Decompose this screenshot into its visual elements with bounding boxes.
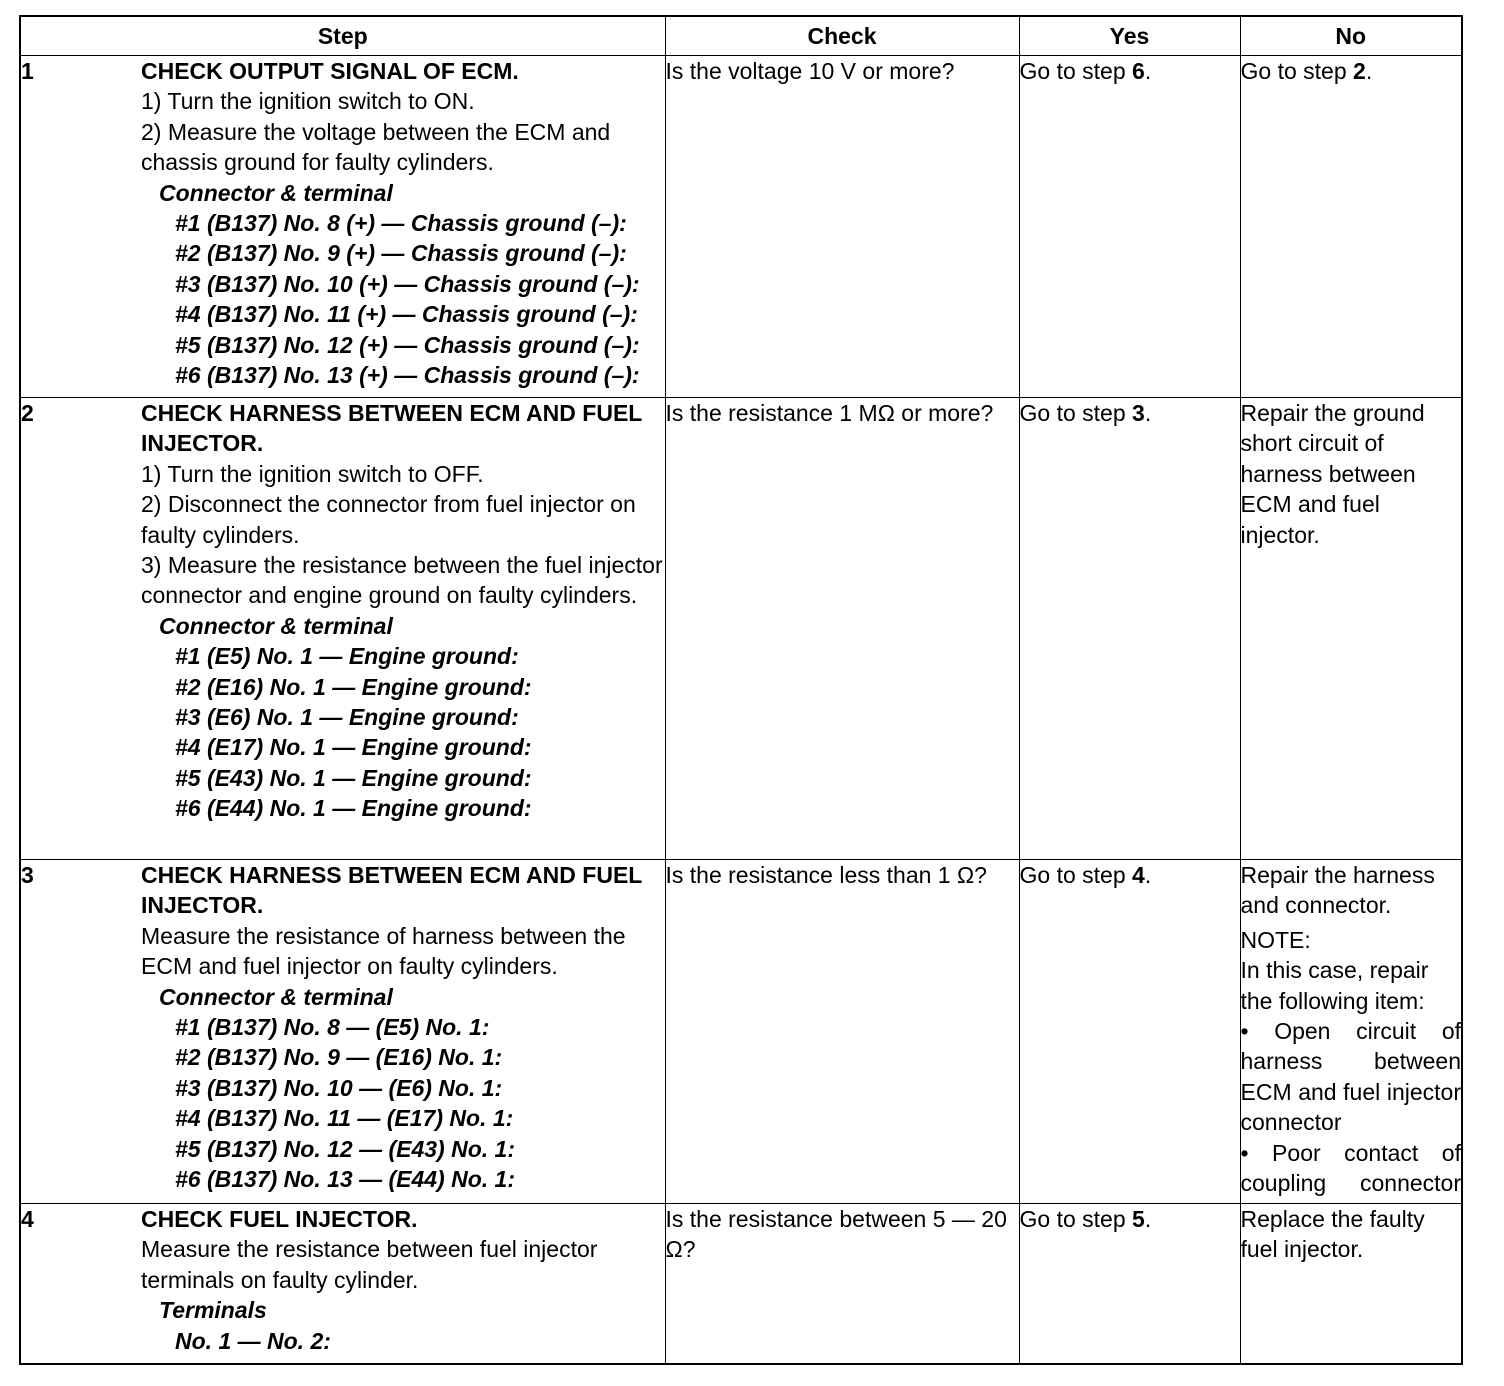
yes-cell: Go to step 5.	[1019, 1204, 1240, 1364]
no-cell	[1240, 398, 1462, 860]
step-title: CHECK FUEL INJECTOR.	[141, 1206, 418, 1232]
yes-cell: Go to step 4.	[1019, 860, 1240, 1204]
table-row	[20, 398, 1462, 860]
no-action: Repair the harness and connector.	[1240, 862, 1435, 919]
terminal-spec: #3 (B137) No. 10 — (E6) No. 1:	[175, 1074, 503, 1101]
table-row	[20, 860, 1462, 1204]
yes-prefix: Go to step	[1019, 1206, 1133, 1232]
step-number: 2	[21, 400, 34, 426]
check-question: Is the resistance less than 1 Ω?	[665, 862, 987, 888]
step-title: CHECK HARNESS BETWEEN ECM AND FUEL INJECTOR.	[141, 400, 642, 457]
terminal-spec: #1 (E5) No. 1 — Engine ground:	[175, 643, 519, 670]
table-row	[20, 1204, 1462, 1364]
step-instruction: 2) Disconnect the connector from fuel injector on faulty cylinders.	[141, 491, 636, 548]
header-no: No	[1240, 16, 1462, 56]
step-cell	[20, 860, 665, 1204]
yes-step-ref: 6	[1132, 58, 1145, 84]
table-row	[20, 56, 1462, 398]
terminal-spec: #5 (E43) No. 1 — Engine ground:	[175, 764, 532, 791]
step-instruction: 3) Measure the resistance between the fuel injector connector and engine ground on faulty cylinders.	[141, 552, 663, 609]
step-number: 4	[21, 1206, 34, 1232]
yes-step-ref: 3	[1132, 400, 1145, 426]
step-instruction: 1) Turn the ignition switch to ON.	[141, 88, 475, 115]
yes-prefix: Go to step	[1019, 862, 1133, 888]
check-question: Is the voltage 10 V or more?	[665, 58, 955, 84]
terminal-spec: #3 (E6) No. 1 — Engine ground:	[175, 704, 519, 731]
terminal-label: Connector & terminal	[159, 612, 393, 639]
yes-step-ref: 5	[1132, 1206, 1145, 1232]
step-instruction: 2) Measure the voltage between the ECM and chassis ground for faulty cylinders.	[141, 118, 611, 176]
no-cell	[1240, 860, 1462, 1204]
check-question: Is the resistance between 5 — 20 Ω?	[665, 1206, 1007, 1263]
check-cell	[665, 1204, 1019, 1364]
terminal-spec: #4 (B137) No. 11 (+) — Chassis ground (–):	[175, 301, 638, 328]
yes-cell: Go to step 3.	[1019, 398, 1240, 860]
terminal-spec: #6 (B137) No. 13 (+) — Chassis ground (–):	[175, 362, 640, 389]
yes-step-ref: 4	[1132, 862, 1145, 888]
no-step-ref: 2	[1353, 58, 1366, 84]
step-cell	[20, 398, 665, 860]
terminal-label: Connector & terminal	[159, 179, 393, 206]
step-number: 1	[21, 58, 34, 84]
note-intro: In this case, repair the following item:	[1240, 957, 1429, 1014]
check-question: Is the resistance 1 MΩ or more?	[665, 400, 994, 426]
terminal-spec: #1 (B137) No. 8 — (E5) No. 1:	[175, 1014, 490, 1041]
terminal-label: Terminals	[159, 1297, 267, 1324]
terminal-label: Connector & terminal	[159, 983, 393, 1010]
header-row	[20, 16, 1462, 56]
terminal-spec: No. 1 — No. 2:	[175, 1327, 331, 1354]
terminal-spec: #4 (E17) No. 1 — Engine ground:	[175, 734, 532, 761]
step-cell	[20, 1204, 665, 1364]
terminal-spec: #1 (B137) No. 8 (+) — Chassis ground (–):	[175, 210, 627, 237]
terminal-spec: #5 (B137) No. 12 (+) — Chassis ground (–):	[175, 331, 640, 358]
terminal-spec: #2 (E16) No. 1 — Engine ground:	[175, 673, 532, 700]
check-cell	[665, 56, 1019, 398]
step-number: 3	[21, 862, 34, 888]
terminal-spec: #2 (B137) No. 9 — (E16) No. 1:	[175, 1044, 503, 1071]
step-instruction: Measure the resistance between fuel injector terminals on faulty cylinder.	[141, 1236, 598, 1293]
terminal-spec: #5 (B137) No. 12 — (E43) No. 1:	[175, 1135, 515, 1162]
header-yes: Yes	[1019, 16, 1240, 56]
header-check: Check	[665, 16, 1019, 56]
step-instruction: Measure the resistance of harness between the ECM and fuel injector on faulty cylinders.	[141, 922, 626, 980]
no-cell	[1240, 1204, 1462, 1364]
terminal-spec: #6 (B137) No. 13 — (E44) No. 1:	[175, 1166, 515, 1193]
check-cell	[665, 398, 1019, 860]
note-label: NOTE:	[1240, 926, 1311, 953]
yes-prefix: Go to step	[1019, 58, 1133, 84]
header-step: Step	[20, 16, 665, 56]
step-title: CHECK OUTPUT SIGNAL OF ECM.	[141, 58, 519, 84]
diagnostic-table	[19, 15, 1463, 1365]
terminal-spec: #2 (B137) No. 9 (+) — Chassis ground (–):	[175, 240, 627, 267]
yes-cell: Go to step 6.	[1019, 56, 1240, 398]
terminal-spec: #3 (B137) No. 10 (+) — Chassis ground (–):	[175, 270, 640, 297]
check-cell	[665, 860, 1019, 1204]
note-item: • Open circuit of harness between ECM and fuel injector connector	[1240, 1018, 1461, 1136]
no-cell: Go to step 2.	[1240, 56, 1462, 398]
step-instruction: 1) Turn the ignition switch to OFF.	[141, 460, 484, 487]
yes-prefix: Go to step	[1019, 400, 1133, 426]
terminal-spec: #4 (B137) No. 11 — (E17) No. 1:	[175, 1105, 514, 1132]
terminal-spec: #6 (E44) No. 1 — Engine ground:	[175, 795, 532, 822]
step-cell	[20, 56, 665, 398]
no-action: Replace the faulty fuel injector.	[1240, 1206, 1425, 1263]
step-title: CHECK HARNESS BETWEEN ECM AND FUEL INJECTOR.	[141, 862, 642, 919]
no-prefix: Go to step	[1240, 58, 1354, 84]
note-item: • Poor contact of coupling connector	[1240, 1139, 1461, 1197]
no-action: Repair the ground short circuit of harness between ECM and fuel injector.	[1240, 400, 1425, 548]
